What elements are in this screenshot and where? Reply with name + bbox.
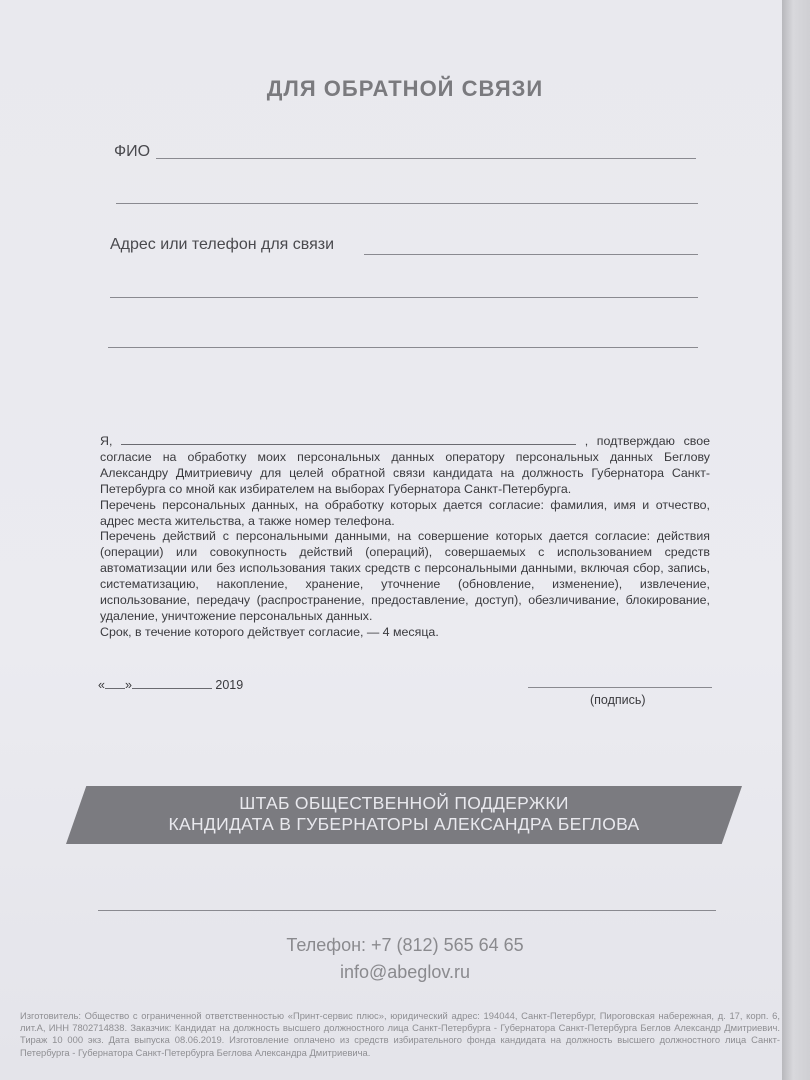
form-title: ДЛЯ ОБРАТНОЙ СВЯЗИ (266, 76, 544, 101)
date-field[interactable] (98, 678, 243, 692)
signature-line[interactable] (528, 687, 712, 688)
name-blank-line[interactable] (121, 434, 576, 445)
consent-paragraph-3: Перечень действий с персональными данными, на совершение которых дается согласие: действия (операции) или совокупность действий (операций), совершаемых с использованием средств автоматизации или без использования таких средств с персональными данными, включая сбор, запись, систематизацию, накопление, хранение, уточнение (обновление, изменение), извлечение, использование, передачу (распространение, предоставление, доступ), обезличивание, блокирование, удаление, уничтожение персональных данных. (100, 529, 710, 623)
consent-paragraph-4: Срок, в течение которого действует согласие, — 4 месяца. (100, 624, 439, 639)
consent-text (100, 434, 710, 641)
date-year: 2019 (215, 678, 244, 692)
date-close-quote: » (124, 678, 132, 692)
contact-label: Адрес или телефон для связи (110, 236, 335, 253)
fio-line[interactable] (156, 158, 696, 159)
contact-line[interactable] (364, 254, 698, 255)
divider-line (98, 910, 716, 911)
consent-paragraph-2: Перечень персональных данных, на обработку которых дается согласие: фамилия, имя и отчество, адрес места жительства, а также номер телефона. (100, 497, 710, 528)
consent-prefix: Я, (100, 434, 122, 448)
phone-text: Телефон: +7 (812) 565 64 65 (286, 935, 524, 955)
banner-line-2: КАНДИДАТА В ГУБЕРНАТОРЫ АЛЕКСАНДРА БЕГЛОВА (168, 814, 640, 834)
imprint (20, 1010, 780, 1059)
signature-caption: (подпись) (590, 693, 646, 707)
paper-edge-shadow (782, 0, 810, 1080)
fio-label: ФИО (114, 143, 151, 160)
contact-line-3[interactable] (108, 347, 698, 348)
fio-line-2[interactable] (116, 203, 698, 204)
consent-body: , подтверждаю свое согласие на обработку моих персональных данных оператору персональных данных Беглову Александру Дмитриевичу для целей обратной связи кандидата на должность Губернатора Санкт-Петербурга со мной как избирателем на выборах Губернатора Санкт-Петербурга. (100, 434, 710, 496)
day-blank[interactable] (105, 679, 125, 689)
contact-line-2[interactable] (110, 297, 698, 298)
banner-line-1: ШТАБ ОБЩЕСТВЕННОЙ ПОДДЕРЖКИ (239, 793, 569, 813)
banner (66, 793, 742, 835)
date-open-quote: « (98, 678, 105, 692)
email-text: info@abeglov.ru (339, 962, 471, 982)
month-blank[interactable] (132, 679, 212, 689)
consent-paragraph-1 (100, 434, 710, 498)
imprint-text: Изготовитель: Общество с ограниченной ответственностью «Принт-сервис плюс», юридический адрес: 194044, Санкт-Петербург, Пироговская набережная, д. 17, корп. 6, лит.А, ИНН 7802714838. Заказчик: Кандидат на должность высшего должностного лица Санкт-Петербурга - Губернатора Санкт-Петербурга Беглов Александр Дмитриевич. Тираж 10 000 экз. Дата выпуска 08.06.2019. Изготовление оплачено из средств избирательного фонда кандидата на должность высшего должностного лица Санкт-Петербурга - Губернатора Санкт-Петербурга Беглова Александра Дмитриевича. (20, 1010, 780, 1058)
